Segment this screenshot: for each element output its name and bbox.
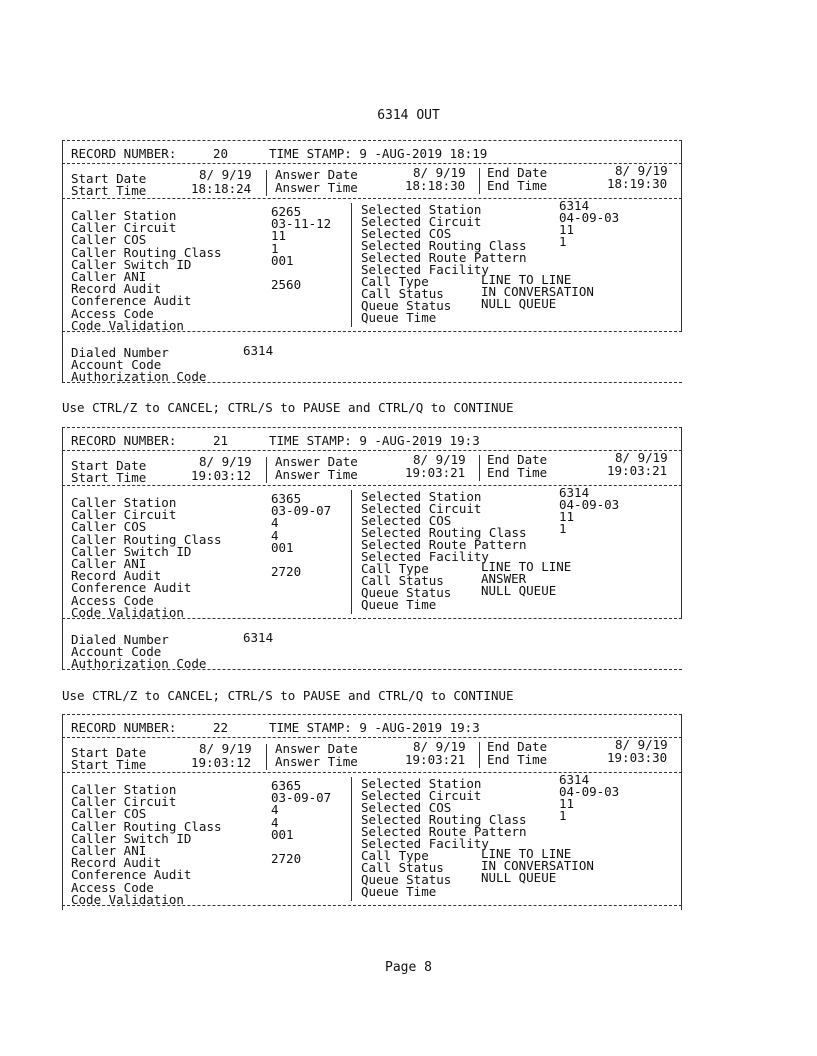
caller-field-value: 6365 xyxy=(271,491,302,506)
record-header xyxy=(62,140,682,163)
selected-field-label: Queue Time xyxy=(361,884,437,899)
time-stamp xyxy=(269,147,487,160)
caller-field-value: 6365 xyxy=(271,778,302,793)
caller-field-value: 2720 xyxy=(271,564,302,580)
divider xyxy=(479,455,480,481)
end-time-value: 19:03:30 xyxy=(607,750,668,765)
account-code-label: Account Code xyxy=(71,357,162,372)
selected-field-value: 6314 xyxy=(559,772,590,787)
authorization-code-label: Authorization Code xyxy=(71,656,207,671)
selected-field-label: Queue Time xyxy=(361,597,437,612)
record-header xyxy=(62,427,682,450)
selected-field-label: Selected Route Pattern xyxy=(361,250,527,265)
selected-field-value: 1 xyxy=(559,808,567,823)
caller-field-value: 4 xyxy=(271,515,279,531)
end-date-value: 8/ 9/19 xyxy=(615,163,668,178)
selected-field-label: Selected COS xyxy=(361,513,452,528)
selected-field-label: Selected Facility xyxy=(361,836,489,851)
account-code-label: Account Code xyxy=(71,644,162,659)
call-record xyxy=(62,427,682,670)
time-stamp xyxy=(269,434,480,447)
selected-field-label: Selected Circuit xyxy=(361,501,482,516)
divider xyxy=(266,457,267,483)
caller-field-label: Caller COS xyxy=(71,232,147,248)
selected-field-label: Queue Status xyxy=(361,298,452,313)
selected-field-label: Queue Time xyxy=(361,310,437,325)
time-stamp-label: TIME STAMP: xyxy=(269,433,352,448)
selected-field-value: 11 xyxy=(559,222,575,237)
selected-field-label: Call Status xyxy=(361,860,444,875)
dates-section xyxy=(62,163,682,198)
selected-field-value: NULL QUEUE xyxy=(481,296,557,311)
selected-field-label: Call Type xyxy=(361,561,429,576)
start-time-value: 19:03:12 xyxy=(191,755,252,770)
time-stamp-label: TIME STAMP: xyxy=(269,146,352,161)
start-time-label: Start Time xyxy=(71,470,147,485)
selected-field-value: IN CONVERSATION xyxy=(481,284,594,299)
answer-time-label: Answer Time xyxy=(275,467,358,482)
selected-field-label: Selected Route Pattern xyxy=(361,537,527,552)
caller-field-label: Caller Switch ID xyxy=(71,256,192,272)
divider xyxy=(479,168,480,194)
selected-field-value: 04-09-03 xyxy=(559,784,620,799)
page-footer: Page 8 xyxy=(385,960,432,975)
record-number-label: RECORD NUMBER: xyxy=(71,146,177,161)
selected-field-value: 04-09-03 xyxy=(559,497,620,512)
answer-date-label: Answer Date xyxy=(275,741,358,756)
caller-field-value: 2720 xyxy=(271,851,302,867)
caller-field-value: 1 xyxy=(271,240,279,256)
caller-field-label: Record Audit xyxy=(71,568,162,584)
selected-field-value: NULL QUEUE xyxy=(481,583,557,598)
answer-time-value: 18:18:30 xyxy=(405,178,466,193)
answer-time-label: Answer Time xyxy=(275,754,358,769)
caller-field-value: 001 xyxy=(271,826,294,842)
selected-field-label: Selected Facility xyxy=(361,262,489,277)
caller-field-label: Conference Audit xyxy=(71,867,192,883)
caller-field-value: 001 xyxy=(271,539,294,555)
time-stamp-label: TIME STAMP: xyxy=(269,720,352,735)
end-date-label: End Date xyxy=(487,739,548,754)
selected-field-label: Selected Route Pattern xyxy=(361,824,527,839)
call-record xyxy=(62,714,682,910)
divider xyxy=(351,777,352,901)
caller-field-label: Caller ANI xyxy=(71,556,147,571)
caller-field-label: Caller Circuit xyxy=(71,794,177,810)
caller-field-value: 4 xyxy=(271,527,279,543)
selected-field-label: Selected Station xyxy=(361,776,482,791)
record-number-value: 21 xyxy=(213,433,229,448)
caller-field-value: 2560 xyxy=(271,277,302,293)
caller-field-value: 4 xyxy=(271,802,279,818)
divider xyxy=(266,744,267,770)
caller-field-value: 03-09-07 xyxy=(271,790,332,806)
caller-field-label: Caller Routing Class xyxy=(71,818,222,834)
control-hint: Use CTRL/Z to CANCEL; CTRL/S to PAUSE and CTRL/Q to CONTINUE xyxy=(62,400,514,415)
selected-field-label: Call Type xyxy=(361,848,429,863)
selected-field-label: Selected COS xyxy=(361,226,452,241)
caller-field-label: Caller Station xyxy=(71,495,177,510)
selected-field-label: Selected Routing Class xyxy=(361,812,527,827)
caller-field-label: Caller ANI xyxy=(71,843,147,858)
selected-field-value: 6314 xyxy=(559,198,590,213)
call-details-section xyxy=(62,772,682,905)
selected-field-label: Queue Status xyxy=(361,872,452,887)
time-stamp xyxy=(269,721,480,734)
start-date-value: 8/ 9/19 xyxy=(199,167,252,182)
selected-field-label: Call Type xyxy=(361,274,429,289)
record-number-label: RECORD NUMBER: xyxy=(71,433,177,448)
caller-field-label: Caller COS xyxy=(71,806,147,822)
divider xyxy=(479,742,480,768)
selected-field-label: Selected Routing Class xyxy=(361,525,527,540)
end-time-value: 18:19:30 xyxy=(607,176,668,191)
start-time-label: Start Time xyxy=(71,757,147,772)
record-number-value: 22 xyxy=(213,720,229,735)
end-time-label: End Time xyxy=(487,465,548,480)
caller-field-label: Caller Station xyxy=(71,208,177,223)
divider xyxy=(351,490,352,614)
caller-field-label: Caller Switch ID xyxy=(71,830,192,846)
answer-date-label: Answer Date xyxy=(275,454,358,469)
answer-time-value: 19:03:21 xyxy=(405,465,466,480)
selected-field-value: 11 xyxy=(559,796,575,811)
caller-field-label: Caller Station xyxy=(71,782,177,797)
time-stamp-value: 9 -AUG-2019 18:19 xyxy=(359,146,488,161)
caller-field-label: Access Code xyxy=(71,305,154,321)
start-date-label: Start Date xyxy=(71,458,147,473)
authorization-code-label: Authorization Code xyxy=(71,369,207,384)
selected-field-label: Selected Station xyxy=(361,202,482,217)
start-date-label: Start Date xyxy=(71,171,147,186)
end-time-label: End Time xyxy=(487,752,548,767)
divider xyxy=(266,170,267,196)
caller-field-value: 03-11-12 xyxy=(271,216,332,232)
start-date-label: Start Date xyxy=(71,745,147,760)
record-header xyxy=(62,714,682,737)
dialed-number-value: 6314 xyxy=(243,343,274,358)
caller-field-value: 6265 xyxy=(271,204,302,219)
dialed-number-label: Dialed Number xyxy=(71,345,169,360)
call-record xyxy=(62,140,682,383)
dialed-number-value: 6314 xyxy=(243,630,274,645)
end-date-value: 8/ 9/19 xyxy=(615,450,668,465)
selected-field-value: NULL QUEUE xyxy=(481,870,557,885)
control-hint: Use CTRL/Z to CANCEL; CTRL/S to PAUSE and CTRL/Q to CONTINUE xyxy=(62,688,514,703)
end-date-label: End Date xyxy=(487,165,548,180)
time-stamp-value: 9 -AUG-2019 19:3 xyxy=(359,433,480,448)
caller-field-label: Conference Audit xyxy=(71,580,192,596)
end-date-value: 8/ 9/19 xyxy=(615,737,668,752)
caller-field-value: 03-09-07 xyxy=(271,503,332,519)
answer-time-value: 19:03:21 xyxy=(405,752,466,767)
selected-field-label: Call Status xyxy=(361,573,444,588)
start-time-value: 19:03:12 xyxy=(191,468,252,483)
caller-field-label: Code Validation xyxy=(71,891,184,907)
selected-field-value: 6314 xyxy=(559,485,590,500)
selected-field-value: 1 xyxy=(559,234,567,249)
caller-field-label: Record Audit xyxy=(71,855,162,871)
selected-field-value: 11 xyxy=(559,509,575,524)
caller-field-label: Caller Circuit xyxy=(71,507,177,523)
caller-field-value: 001 xyxy=(271,252,294,268)
caller-field-label: Access Code xyxy=(71,592,154,608)
record-bottom-border xyxy=(62,905,682,910)
start-date-value: 8/ 9/19 xyxy=(199,741,252,756)
dialed-section xyxy=(62,618,682,670)
caller-field-label: Access Code xyxy=(71,879,154,895)
caller-field-label: Caller Routing Class xyxy=(71,531,222,547)
time-stamp-value: 9 -AUG-2019 19:3 xyxy=(359,720,480,735)
selected-field-value: LINE TO LINE xyxy=(481,272,572,287)
caller-field-label: Record Audit xyxy=(71,281,162,297)
end-time-value: 19:03:21 xyxy=(607,463,668,478)
divider xyxy=(351,203,352,327)
caller-field-label: Code Validation xyxy=(71,317,184,333)
caller-field-value: 11 xyxy=(271,228,287,244)
call-details-section xyxy=(62,485,682,618)
selected-field-label: Selected COS xyxy=(361,800,452,815)
end-date-label: End Date xyxy=(487,452,548,467)
selected-field-value: IN CONVERSATION xyxy=(481,858,594,873)
selected-field-label: Selected Station xyxy=(361,489,482,504)
caller-field-label: Caller Routing Class xyxy=(71,244,222,260)
start-time-value: 18:18:24 xyxy=(191,181,252,196)
record-number-label: RECORD NUMBER: xyxy=(71,720,177,735)
page-title: 6314 OUT xyxy=(377,108,440,123)
caller-field-value: 4 xyxy=(271,814,279,830)
selected-field-value: 04-09-03 xyxy=(559,210,620,225)
answer-date-value: 8/ 9/19 xyxy=(413,452,466,467)
caller-field-label: Conference Audit xyxy=(71,293,192,309)
caller-field-label: Caller ANI xyxy=(71,269,147,284)
dates-section xyxy=(62,450,682,485)
selected-field-label: Selected Circuit xyxy=(361,214,482,229)
answer-date-label: Answer Date xyxy=(275,167,358,182)
call-details-section xyxy=(62,198,682,331)
caller-field-label: Code Validation xyxy=(71,604,184,620)
record-number-value: 20 xyxy=(213,146,229,161)
start-date-value: 8/ 9/19 xyxy=(199,454,252,469)
selected-field-label: Selected Facility xyxy=(361,549,489,564)
answer-date-value: 8/ 9/19 xyxy=(413,165,466,180)
selected-field-value: LINE TO LINE xyxy=(481,846,572,861)
answer-date-value: 8/ 9/19 xyxy=(413,739,466,754)
start-time-label: Start Time xyxy=(71,183,147,198)
selected-field-value: ANSWER xyxy=(481,571,527,586)
caller-field-label: Caller Circuit xyxy=(71,220,177,236)
answer-time-label: Answer Time xyxy=(275,180,358,195)
caller-field-label: Caller Switch ID xyxy=(71,543,192,559)
end-time-label: End Time xyxy=(487,178,548,193)
selected-field-label: Queue Status xyxy=(361,585,452,600)
selected-field-label: Selected Routing Class xyxy=(361,238,527,253)
dates-section xyxy=(62,737,682,772)
dialed-section xyxy=(62,331,682,383)
caller-field-label: Caller COS xyxy=(71,519,147,535)
selected-field-label: Call Status xyxy=(361,286,444,301)
selected-field-value: 1 xyxy=(559,521,567,536)
selected-field-label: Selected Circuit xyxy=(361,788,482,803)
dialed-number-label: Dialed Number xyxy=(71,632,169,647)
selected-field-value: LINE TO LINE xyxy=(481,559,572,574)
